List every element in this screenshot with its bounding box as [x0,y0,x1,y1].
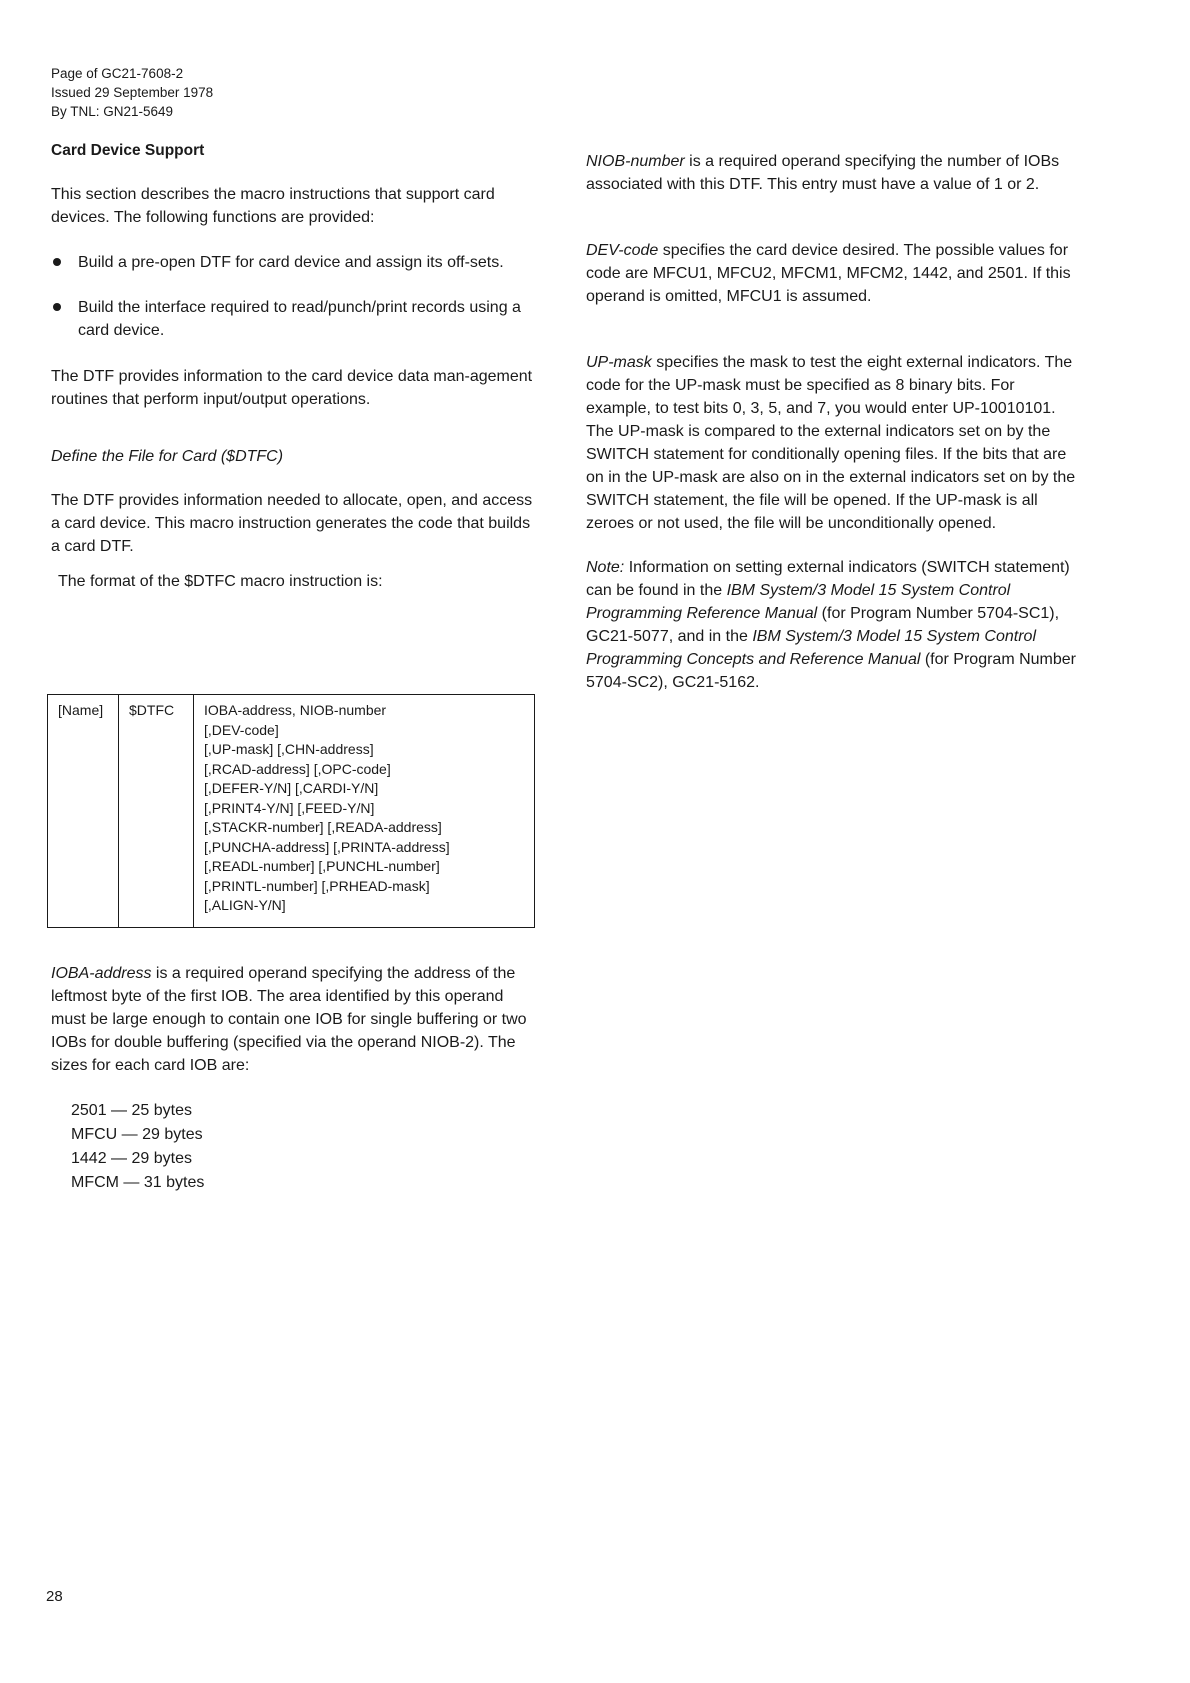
note-label: Note: [586,559,625,576]
list-item: MFCU — 29 bytes [71,1126,203,1143]
section-title: Card Device Support [51,142,205,159]
intro-paragraph: This section describes the macro instructions that support card devices. The following functions are provided: [51,186,495,226]
left-column [51,140,541,593]
operand-line: [,RCAD-address] [,OPC-code] [204,760,391,777]
page-number: 28 [46,1588,63,1605]
dev-term: DEV-code [586,242,659,259]
header-tnl: By TNL: GN21-5649 [51,104,174,119]
up-text: specifies the mask to test the eight external indicators. The code for the UP-mask must be specified as 8 binary bits. For example, to test bits 0, 3, 5, and 7, you would enter UP-10010101. The UP-mask is compared to the external indicators set on by the SWITCH statement for conditionally opening files. If the bits that are on in the UP-mask are also on in the external indicators set on by the SWITCH statement, the file will be opened. If the UP-mask is all zeroes or not used, the file will be unconditionally opened. [586,354,1076,532]
macro-operands-cell [194,695,534,927]
operand-line: [,DEFER-Y/N] [,CARDI-Y/N] [204,780,379,796]
dev-paragraph [586,239,1076,308]
dev-text: specifies the card device desired. The possible values for code are MFCU1, MFCU2, MFCM1, MFCM2, 1442, and 2501. If this operand is omitted, MFCU1 is assumed. [586,242,1071,305]
note-reference-1: IBM System/3 Model 15 System Control Programming Reference Manual [586,582,1011,622]
ioba-term: IOBA-address [51,965,152,982]
macro-name-cell: [Name] [48,695,119,927]
iob-sizes-list [71,1099,541,1195]
note-text-2: (for Program Number 5704-SC1), GC21-5077, and in the [586,605,1060,645]
operand-line: [,READL-number] [,PUNCHL-number] [204,858,440,874]
up-term: UP-mask [586,354,652,371]
page-header [51,64,213,121]
right-column [586,150,1076,694]
list-item: MFCM — 31 bytes [71,1174,205,1191]
operand-line: [,PRINTL-number] [,PRHEAD-mask] [204,877,430,894]
note-text-3: (for Program Number 5704-SC2), GC21-5162. [586,651,1076,691]
dtf-info-paragraph: The DTF provides information to the card device data man-agement routines that perform input/output operations. [51,368,533,408]
list-item: Build a pre-open DTF for card device and assign its off-sets. [51,251,541,274]
ioba-text: is a required operand specifying the address of the leftmost byte of the first IOB. The area identified by this operand must be large enough to contain one IOB for single buffering or two IOBs for double buffering (specified via the operand NIOB-2). The sizes for each card IOB are: [51,965,527,1074]
list-item: 1442 — 29 bytes [71,1150,192,1167]
up-mask-paragraph [586,351,1076,535]
left-column-lower [51,962,541,1195]
niob-text: is a required operand specifying the number of IOBs associated with this DTF. This entry must have a value of 1 or 2. [586,153,1060,193]
note-text-1: Information on setting external indicators (SWITCH statement) can be found in the [586,559,1070,599]
niob-term: NIOB-number [586,153,685,170]
list-item: 2501 — 25 bytes [71,1102,192,1119]
format-intro: The format of the $DTFC macro instruction is: [58,573,383,590]
niob-paragraph [586,150,1076,196]
operand-line: [,PRINT4-Y/N] [,FEED-Y/N] [204,799,375,816]
ioba-paragraph [51,962,541,1077]
note-paragraph [586,556,1076,694]
operand-line: [,ALIGN-Y/N] [204,897,286,913]
operand-line: [,STACKR-number] [,READA-address] [204,819,442,835]
note-reference-2: IBM System/3 Model 15 System Control Programming Concepts and Reference Manual [586,628,1036,668]
dtf-needed-paragraph: The DTF provides information needed to allocate, open, and access a card device. This macro instruction generates the code that builds a card DTF. [51,492,533,555]
operand-line: [,DEV-code] [204,721,279,738]
operand-line: [,UP-mask] [,CHN-address] [204,741,374,757]
list-item: Build the interface required to read/punch/print records using a card device. [51,296,541,342]
macro-op-cell: $DTFC [119,695,194,927]
header-issued: Issued 29 September 1978 [51,85,214,100]
operand-line: IOBA-address, NIOB-number [204,702,387,718]
macro-format-table [47,694,535,928]
header-page-of: Page of GC21-7608-2 [51,66,184,81]
function-list [51,251,541,342]
operand-line: [,PUNCHA-address] [,PRINTA-address] [204,838,450,855]
subheading: Define the File for Card ($DTFC) [51,448,284,465]
